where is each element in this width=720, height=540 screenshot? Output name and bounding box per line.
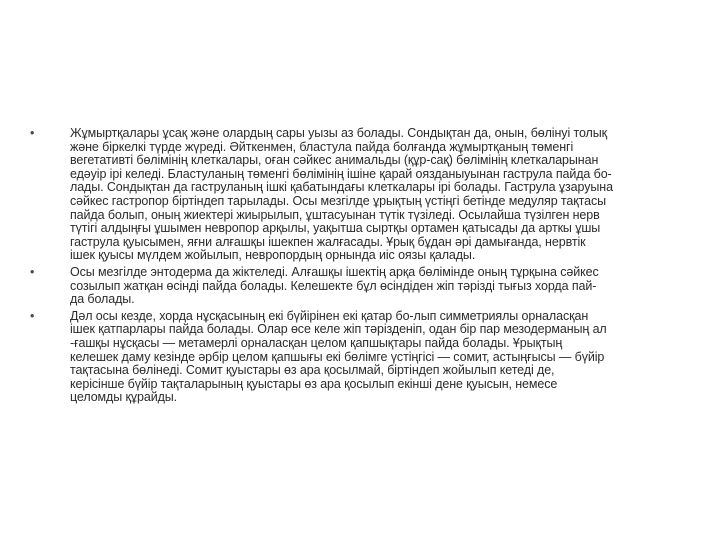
bullet-text: Жұмыртқалары ұсақ және олардың сары уызы аз болады. Сондықтан да, онын, бөлінуі толық және біркелкі түрде жүреді. Әйткенмен, бластула пайда болғанда жұмыртқаның төменгі вегетативті бөлімінің клеткалары, оған сәйкес анимальды (құр-сақ) бөлімінің клеткаларынан едәуір ірі келеді. Бластуланың төменгі бөлімінің ішіне қарай оязданыуынан гаструла пайда бо- лады. Сондықтан да гаструланың ішкі қабатындағы клеткалары ірі болады. Гаструла ұзаруына сәйкес гастропор біртіндеп тарылады. Осы мезгілде ұрықтың үстіңгі бетінде медуляр тақтасы пайда болып, оның жиектері жиырылып, ұштасуынан түтік түзіледі. Осылайша түзілген нерв түтігі алдыңғы ұшымен невропор арқылы, уақытша сыртқы ортамен қатысады да арткы ұшы гаструла қуысымен, яғни алғашқы ішекпен жалғасады. Ұрық бұдан әрі дамығанда, нервтік ішек қуысы мүлдем жойылып, невропордың орнында иіс оязы қалады. [70,126,613,263]
bullet-marker: • [30,126,35,140]
bullet-list [30,127,705,405]
bullet-item [30,310,705,405]
bullet-item [30,266,705,307]
bullet-text: Дәл осы кезде, хорда нұсқасының екі бүйірінен екі қатар бо-лып симметриялы орналасқан ішек қатпарлары пайда болады. Олар өсе келе жіп тәрізденіп, одан бір пар мезодерманың ал -ғашқы нұсқасы — метамерлі орналасқан целом қапшықтары пайда болады. Ұрықтың келешек даму кезінде әрбір целом қапшығы екі бөлімге үстіңгісі — сомит, астыңғысы — бүйір тақтасына бөлінеді. Сомит қуыстары өз ара қосылмай, біртіндеп жойылып кетеді де, керісінше бүйір тақталарының қуыстары өз ара қосылып екінші дене қуысын, немесе целомды құрайды. [70,308,607,405]
bullet-marker: • [30,308,35,323]
bullet-marker: • [30,264,35,279]
bullet-text: Осы мезгілде энтодерма да жіктеледі. Алғашқы ішектің арқа бөлімінде оның тұрқына сәйкес созылып жатқан өсінді пайда болады. Келешекте бұл өсіндіден жіп тәрізді тығыз хорда пай- да болады. [70,264,599,307]
bullet-item [30,127,705,263]
